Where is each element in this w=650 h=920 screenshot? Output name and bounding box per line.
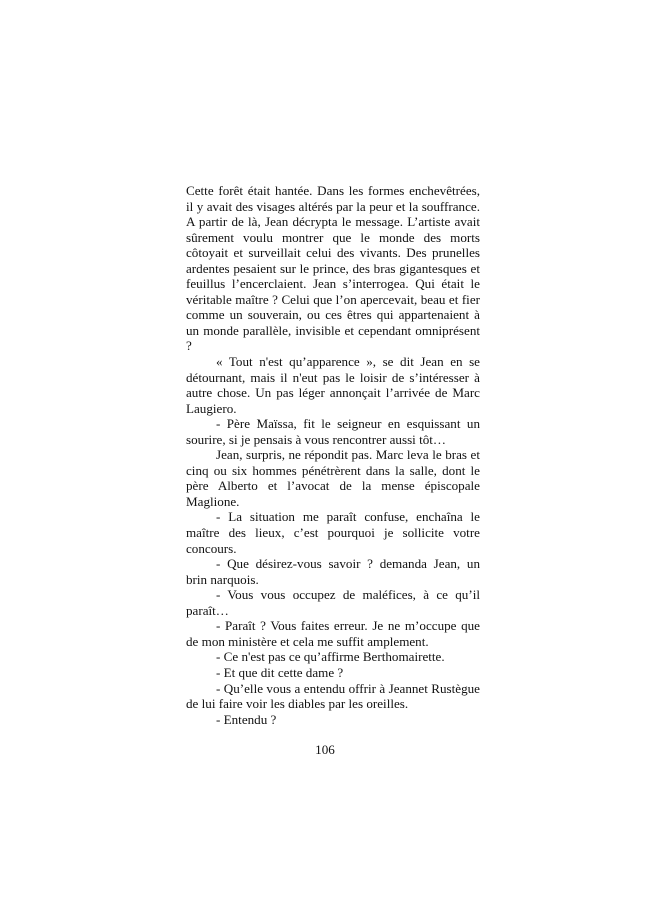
paragraph: Cette forêt était hantée. Dans les formes enchevêtrées, il y avait des visages altérés par la peur et la souffrance. A partir de là, Jean décrypta le message. L’artiste avait sûrement voulu montrer que le monde des morts côtoyait et surveillait celui des vivants. Des prunelles ardentes pesaient sur le prince, des bras gigantesques et feuillus l’encerclaient. Jean s’interrogea. Qui était le véritable maître ? Celui que l’on apercevait, beau et fier comme un souverain, ou ces êtres qui appartenaient à un monde parallèle, invisible et cependant omniprésent ?: [186, 183, 480, 354]
dialogue-line: - Ce n'est pas ce qu’affirme Berthomairette.: [216, 649, 445, 665]
body-text: [186, 183, 480, 727]
paragraph: Jean, surpris, ne répondit pas. Marc leva le bras et cinq ou six hommes pénétrèrent dans la salle, dont le père Alberto et l’avocat de la mense épiscopale Maglione.: [186, 447, 480, 509]
dialogue-line: - Et que dit cette dame ?: [216, 664, 344, 680]
dialogue-line: - Que désirez-vous savoir ? demanda Jean, un brin narquois.: [186, 556, 480, 587]
dialogue-line: - Père Maïssa, fit le seigneur en esquissant un sourire, si je pensais à vous rencontrer aussi tôt…: [186, 416, 480, 447]
dialogue-line: - La situation me paraît confuse, enchaîna le maître des lieux, c’est pourquoi je sollicite votre concours.: [186, 509, 480, 556]
dialogue-line: - Paraît ? Vous faites erreur. Je ne m’occupe que de mon ministère et cela me suffit amplement.: [186, 618, 480, 649]
dialogue-line: - Vous vous occupez de maléfices, à ce qu’il paraît…: [186, 587, 480, 618]
page-number: 106: [315, 742, 335, 757]
dialogue-line: - Qu’elle vous a entendu offrir à Jeannet Rustègue de lui faire voir les diables par les oreilles.: [186, 680, 480, 712]
dialogue-line: - Entendu ?: [216, 711, 277, 727]
paragraph: « Tout n'est qu’apparence », se dit Jean en se détournant, mais il n'eut pas le loisir de s’intéresser à autre chose. Un pas léger annonçait l’arrivée de Marc Laugiero.: [186, 354, 480, 416]
